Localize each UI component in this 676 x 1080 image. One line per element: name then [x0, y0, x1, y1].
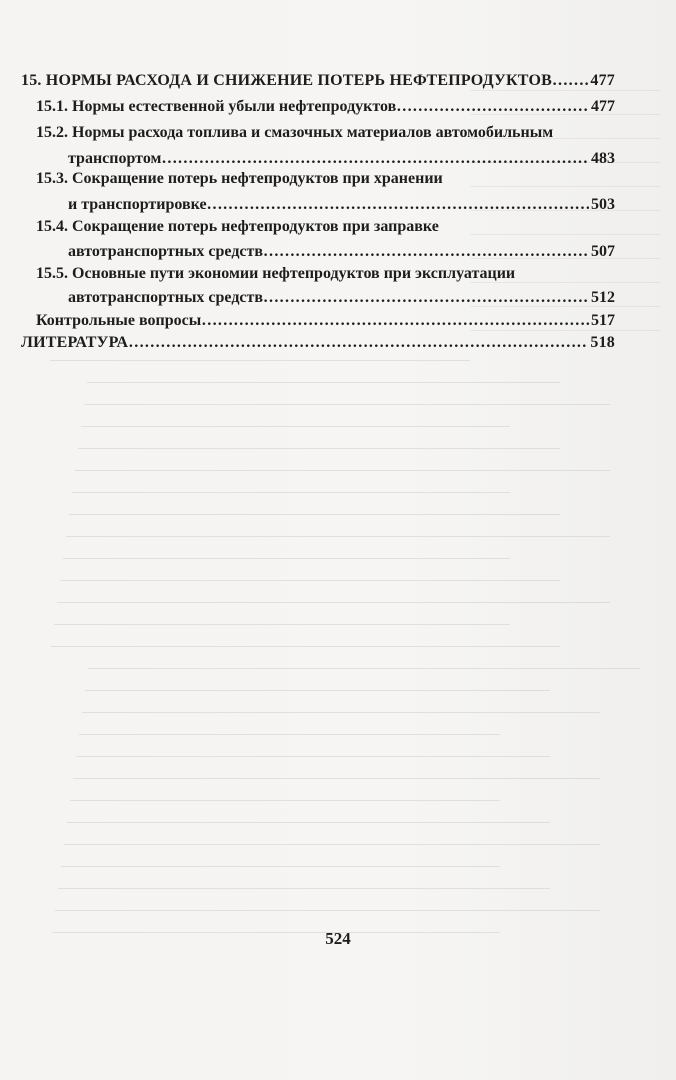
toc-entry-title: Контрольные вопросы	[36, 312, 202, 329]
toc-entry-15-1[interactable]	[36, 97, 615, 117]
bleed-through-line	[66, 536, 610, 537]
bleed-through-line	[57, 602, 610, 603]
bleed-through-line	[76, 756, 550, 757]
bleed-through-line	[58, 888, 550, 889]
toc-entry-questions[interactable]	[36, 311, 615, 331]
toc-entry-15-3-line1[interactable]: 15.3. Сокращение потерь нефтепродуктов при хранении	[36, 170, 443, 187]
bleed-through-line	[470, 186, 660, 187]
toc-entry-page: 483	[591, 150, 615, 167]
leader-dots	[207, 195, 589, 215]
bleed-through-line	[84, 404, 610, 405]
toc-entry-page: 503	[591, 196, 615, 213]
bleed-through-line	[82, 712, 600, 713]
toc-entry-title: автотранспортных средств	[68, 243, 264, 260]
toc-entry-title: 15. НОРМЫ РАСХОДА И СНИЖЕНИЕ ПОТЕРЬ НЕФТЕПРОДУКТОВ	[21, 72, 552, 89]
bleed-through-line	[69, 514, 560, 515]
toc-entry-title: автотранспортных средств	[68, 289, 264, 306]
bleed-through-line	[64, 844, 600, 845]
toc-entry-page: 512	[591, 289, 615, 306]
toc-entry-15-4[interactable]	[68, 242, 615, 262]
toc-entry-15-3[interactable]	[68, 195, 615, 215]
toc-entry-15-5[interactable]	[68, 288, 615, 308]
leader-dots	[128, 333, 588, 353]
bleed-through-line	[60, 580, 560, 581]
leader-dots	[552, 71, 588, 91]
leader-dots	[263, 242, 589, 262]
bleed-through-line	[67, 822, 550, 823]
bleed-through-line	[73, 778, 600, 779]
toc-entry-chapter-15[interactable]	[21, 71, 615, 91]
leader-dots	[396, 97, 589, 117]
bleed-through-line	[470, 234, 660, 235]
toc-entry-page: 517	[591, 312, 615, 329]
bleed-through-line	[70, 800, 500, 801]
bleed-through-line	[51, 646, 560, 647]
toc-entry-page: 477	[591, 98, 615, 115]
leader-dots	[161, 149, 589, 169]
bleed-through-line	[63, 558, 510, 559]
bleed-through-line	[87, 382, 560, 383]
bleed-through-line	[88, 668, 640, 669]
toc-entry-page: 507	[591, 243, 615, 260]
toc-entry-page: 477	[590, 72, 615, 89]
toc-entry-title: и транспортировке	[68, 196, 207, 213]
toc-entry-title: 15.1. Нормы естественной убыли нефтепродуктов	[36, 98, 397, 115]
toc-entry-15-5-line1[interactable]: 15.5. Основные пути экономии нефтепродуктов при эксплуатации	[36, 265, 516, 282]
bleed-through-line	[72, 492, 510, 493]
toc-entry-title: ЛИТЕРАТУРА	[21, 334, 129, 351]
leader-dots	[263, 288, 589, 308]
bleed-through-line	[61, 866, 500, 867]
toc-entry-15-2-line1[interactable]: 15.2. Нормы расхода топлива и смазочных материалов автомобильным	[36, 124, 554, 141]
toc-entry-title: транспортом	[68, 150, 162, 167]
bleed-through-line	[81, 426, 510, 427]
bleed-through-line	[50, 360, 470, 361]
bleed-through-line	[85, 690, 550, 691]
bleed-through-line	[54, 624, 510, 625]
toc-entry-15-4-line1[interactable]: 15.4. Сокращение потерь нефтепродуктов при заправке	[36, 218, 439, 235]
bleed-through-line	[55, 910, 600, 911]
toc-entry-literature[interactable]	[21, 333, 615, 353]
bleed-through-line	[75, 470, 610, 471]
toc-entry-15-2[interactable]	[68, 149, 615, 169]
bleed-through-line	[79, 734, 500, 735]
bleed-through-line	[78, 448, 560, 449]
leader-dots	[201, 311, 589, 331]
page-number: 524	[325, 929, 351, 948]
toc-entry-page: 518	[590, 334, 615, 351]
